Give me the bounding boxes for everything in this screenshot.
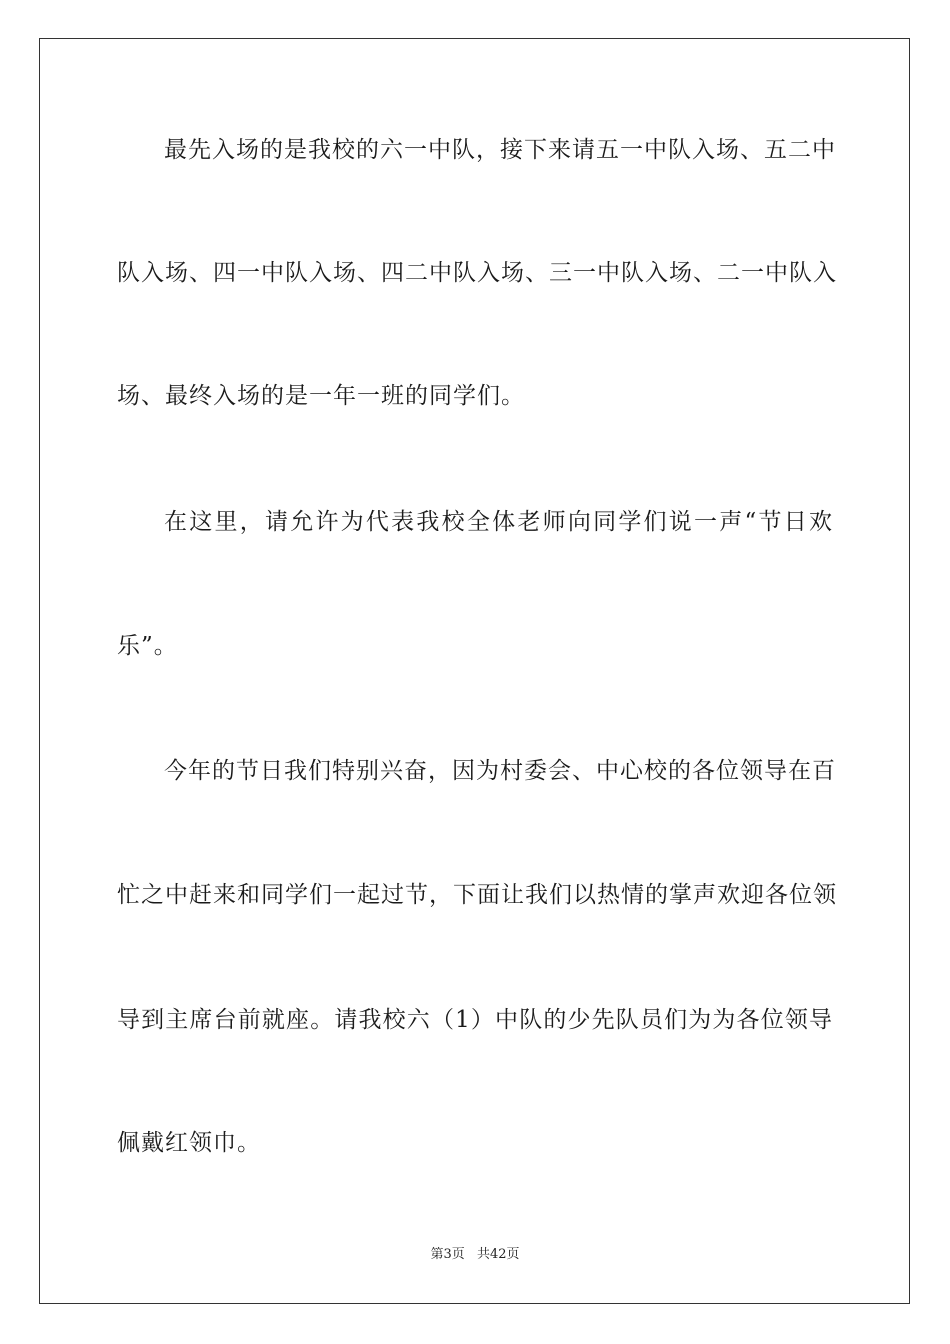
paragraph-3-line-4: 佩戴红领巾。 [117,1130,261,1156]
paragraph-3-line-3: 导到主席台前就座。请我校六（1）中队的少先队员们为为各位领导 [117,1007,833,1033]
paragraph-2-line-1: 在这里，请允许为代表我校全体老师向同学们说一声“节日欢 [164,509,833,535]
paragraph-3-line-2: 忙之中赶来和同学们一起过节，下面让我们以热情的掌声欢迎各位领 [117,882,837,908]
page-number: 第3页 [430,1247,465,1262]
paragraph-3-line-1: 今年的节日我们特别兴奋，因为村委会、中心校的各位领导在百 [164,758,836,784]
paragraph-2-line-2: 乐”。 [117,633,178,659]
page-footer [0,1246,950,1264]
page-total: 共42页 [476,1247,520,1262]
paragraph-1-line-2: 队入场、四一中队入场、四二中队入场、三一中队入场、二一中队入 [117,260,837,286]
page-frame [39,38,910,1304]
paragraph-1-line-1: 最先入场的是我校的六一中队，接下来请五一中队入场、五二中 [164,137,836,163]
paragraph-1-line-3: 场、最终入场的是一年一班的同学们。 [117,383,525,409]
